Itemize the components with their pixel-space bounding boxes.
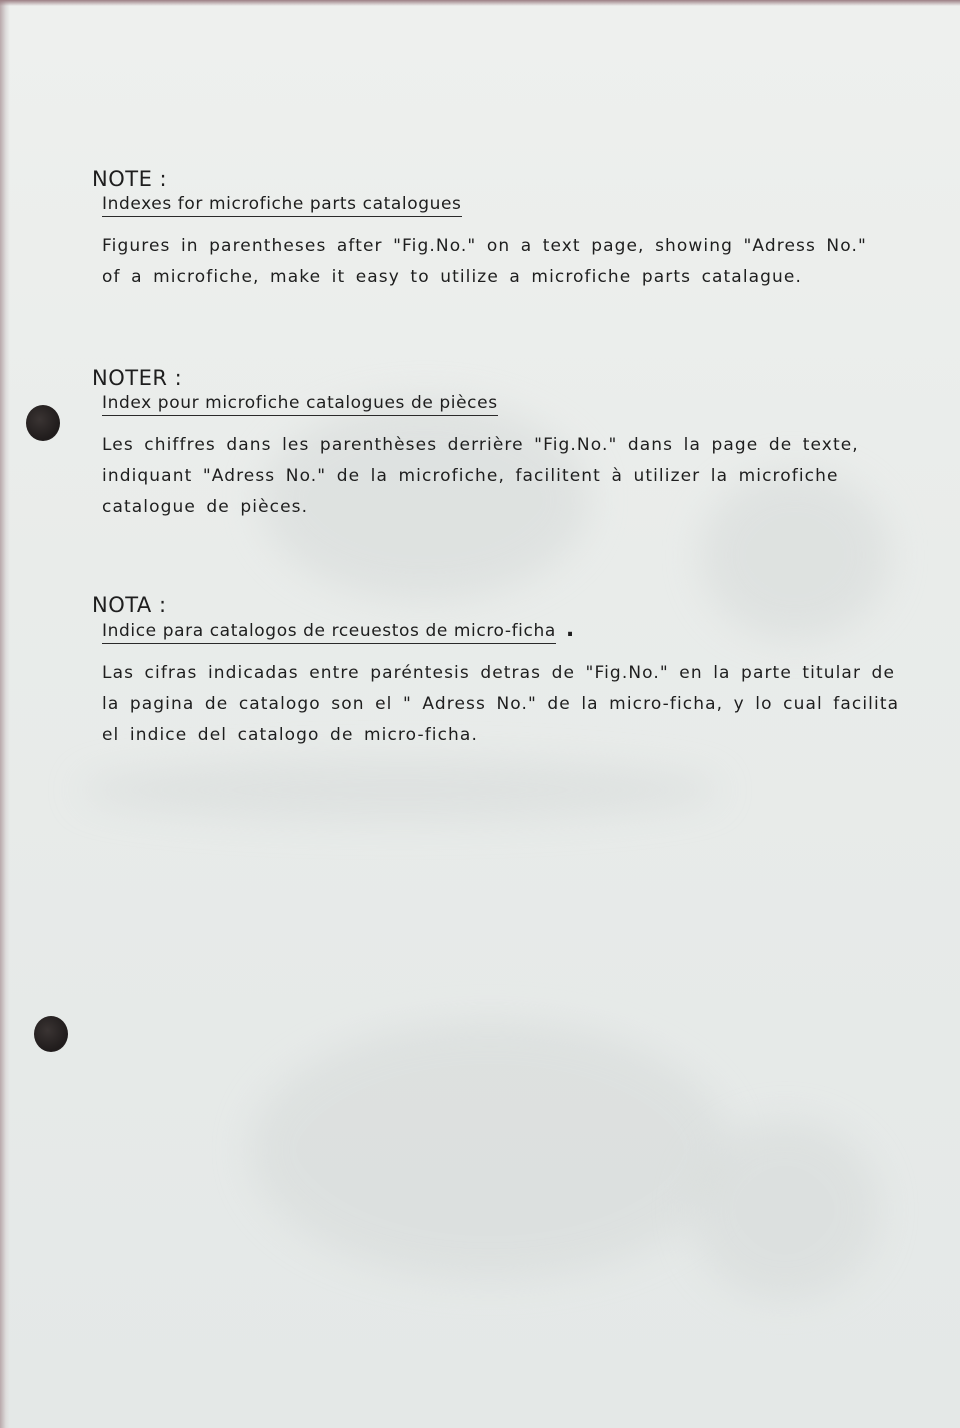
section-subheading: Indice para catalogos de rceuestos de micro-ficha (102, 620, 556, 644)
show-through-shape (690, 1120, 880, 1300)
page-edge-left (0, 0, 10, 1428)
section-subheading: Index pour microfiche catalogues de pièces (102, 392, 498, 416)
punch-hole-bottom (34, 1016, 68, 1052)
note-section-spanish (92, 591, 922, 751)
show-through-shape (250, 1020, 730, 1280)
section-heading: NOTE : (92, 167, 168, 191)
section-subheading: Indexes for microfiche parts catalogues (102, 193, 462, 217)
section-body: Las cifras indicadas entre paréntesis detras de "Fig.No." en la parte titular de la pagina de catalogo son el " Adress No." de la micro-ficha, y lo cual facilita el indice del catalogo de micro-ficha. (102, 663, 900, 745)
section-heading: NOTER : (92, 366, 183, 390)
subheading-trailing-mark: . (565, 617, 575, 642)
section-heading: NOTA : (92, 593, 167, 617)
page-edge-top (0, 0, 960, 6)
section-body: Figures in parentheses after "Fig.No." on a text page, showing "Adress No." of a microfiche, make it easy to utilize a microfiche parts catalague. (102, 236, 867, 287)
punch-hole-top (26, 405, 60, 441)
note-section-french (92, 364, 922, 523)
note-section-english (92, 165, 922, 293)
section-body: Les chiffres dans les parenthèses derrière "Fig.No." dans la page de texte, indiquant "Adress No." de la microfiche, facilitent à utilizer la microfiche catalogue de pièces. (102, 435, 859, 517)
show-through-shape (80, 760, 720, 820)
